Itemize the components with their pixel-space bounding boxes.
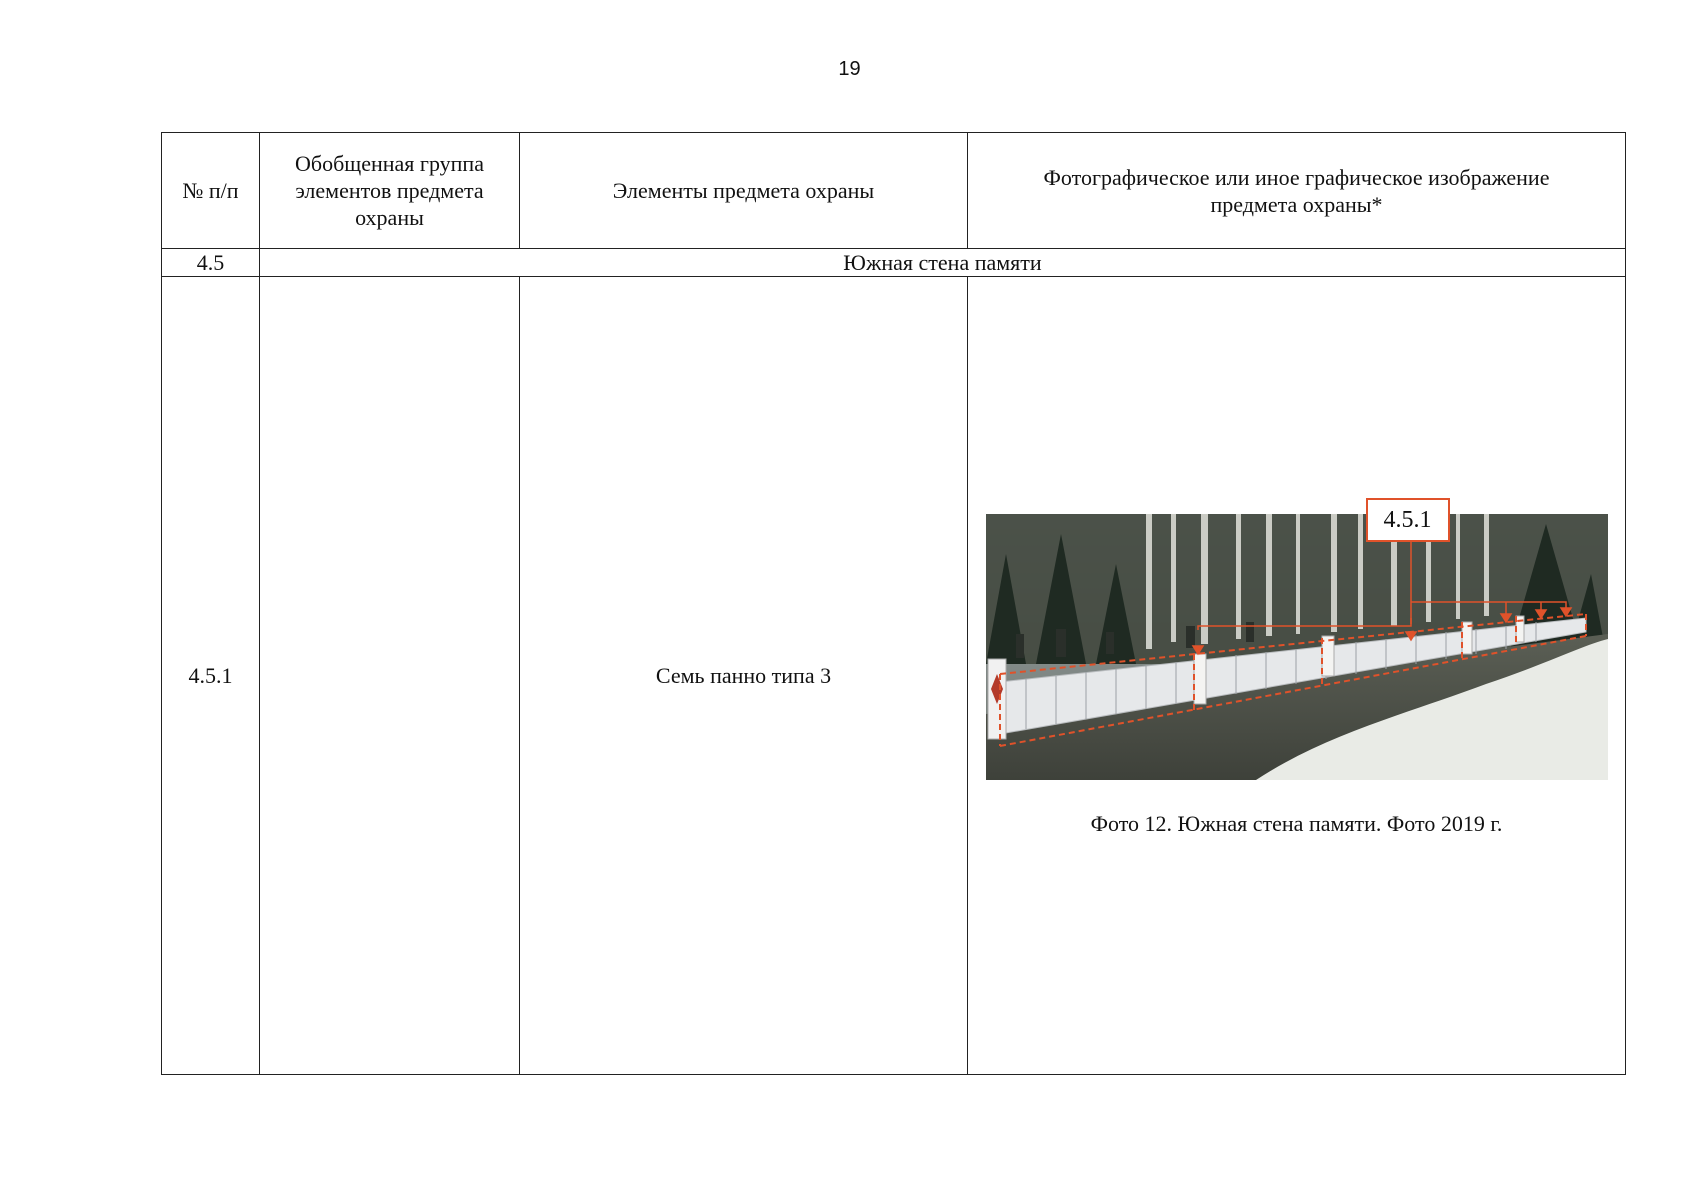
section-title: Южная стена памяти — [260, 249, 1626, 277]
memorial-wall-image — [986, 514, 1608, 780]
table-row — [162, 277, 1626, 1075]
page-number: 19 — [838, 58, 861, 80]
photo-annotation-label: 4.5.1 — [1366, 498, 1450, 542]
header-image: Фотографическое или иное графическое изображение предмета охраны* — [968, 133, 1626, 249]
header-number: № п/п — [162, 133, 260, 249]
photo-caption: Фото 12. Южная стена памяти. Фото 2019 г. — [1090, 811, 1503, 836]
header-group: Обобщенная группа элементов предмета охраны — [260, 133, 520, 249]
section-row — [162, 249, 1626, 277]
protection-table — [161, 132, 1626, 1075]
section-number: 4.5 — [162, 249, 260, 277]
photo-cell — [968, 277, 1626, 1075]
row-group — [260, 277, 520, 1075]
memorial-wall-photo — [986, 514, 1608, 780]
header-row — [162, 133, 1626, 249]
photo-wrapper — [986, 507, 1608, 837]
row-number: 4.5.1 — [162, 277, 260, 1075]
row-element: Семь панно типа 3 — [520, 277, 968, 1075]
header-elements: Элементы предмета охраны — [520, 133, 968, 249]
